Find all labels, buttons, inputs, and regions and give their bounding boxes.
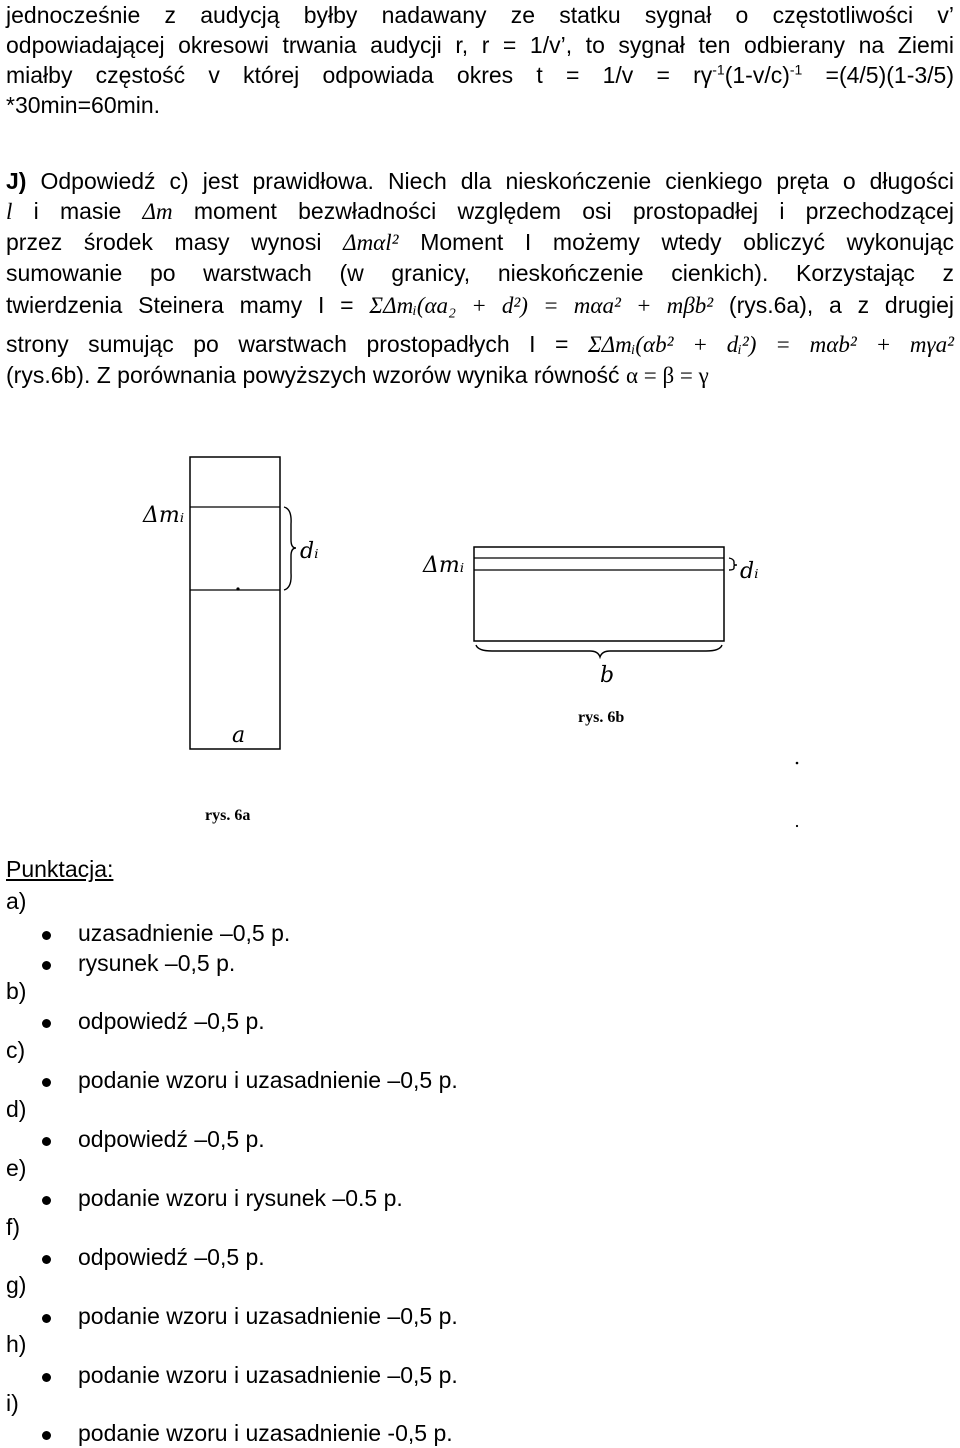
fig6b-caption: rys. 6b: [578, 709, 625, 726]
answer-line-4: sumowanie po warstwach (w granicy, nieskończenie cienkich). Korzystając z: [6, 260, 954, 286]
scoring-item-7: odpowiedź –0,5 p.: [78, 1244, 265, 1270]
fig6a-brace: [284, 507, 296, 590]
answer-line-5: twierdzenia Steinera mamy I = ΣΔmᵢ(αa₂ + d²) = mαa² + mβb² (rys.6a), a z drugiej: [6, 292, 954, 318]
bullet-9: [42, 1373, 51, 1382]
bullet-10: [42, 1431, 51, 1440]
answer-line-1: J) Odpowiedź c) jest prawidłowa. Niech dla nieskończenie cienkiego pręta o długości: [6, 168, 955, 194]
intro-line-4: *30min=60min.: [6, 92, 161, 118]
fig6b-d-label: dᵢ: [740, 559, 759, 584]
fig6a-caption: rys. 6a: [205, 807, 251, 824]
bullet-8: [42, 1314, 51, 1323]
scoring-item-1: uzasadnienie –0,5 p.: [78, 920, 291, 946]
scoring-item-4: podanie wzoru i uzasadnienie –0,5 p.: [78, 1067, 458, 1093]
fig6a-dm-label: Δmᵢ: [143, 503, 185, 528]
bullet-4: [42, 1078, 51, 1087]
fig6b-bottom-brace: [476, 645, 722, 657]
fig6b-rod: [474, 547, 724, 641]
scoring-label-a: a): [6, 888, 27, 914]
intro-paragraph: [6, 0, 954, 120]
bullet-5: [42, 1137, 51, 1146]
scoring-label-c: c): [6, 1037, 26, 1063]
scoring-label-h: h): [6, 1331, 27, 1357]
figure-6b: [422, 547, 759, 726]
fig6b-dm-label: Δmᵢ: [423, 553, 465, 578]
bullet-3: [42, 1019, 51, 1028]
scoring-item-6: podanie wzoru i rysunek –0.5 p.: [78, 1185, 403, 1211]
fig6a-rod: [190, 457, 280, 749]
scoring-title: Punktacja:: [6, 856, 114, 882]
bullet-7: [42, 1255, 51, 1264]
scoring-item-5: odpowiedź –0,5 p.: [78, 1126, 265, 1152]
answer-label: J): [6, 168, 27, 194]
bullet-2: [42, 961, 51, 970]
answer-line-3: przez środek masy wynosi Δmαl² Moment I możemy wtedy obliczyć wykonując: [6, 229, 955, 255]
figure-6a: [142, 457, 319, 824]
answer-line-6: strony sumując po warstwach prostopadłych I = ΣΔmᵢ(αb² + dᵢ²) = mαb² + mγa²: [6, 331, 955, 357]
scoring-label-b: b): [6, 978, 27, 1004]
steiner-formula: ΣΔmᵢ(αa₂ + d²) = mαa² + mβb²: [369, 293, 714, 318]
scoring-item-9: podanie wzoru i uzasadnienie –0,5 p.: [78, 1362, 458, 1388]
scoring-item-2: rysunek –0,5 p.: [78, 950, 236, 976]
bullet-1: [42, 931, 51, 940]
equality-formula: α = β = γ: [625, 363, 709, 388]
fig6a-d-label: dᵢ: [300, 539, 319, 564]
scoring-label-i: i): [6, 1390, 19, 1416]
scoring-item-8: podanie wzoru i uzasadnienie –0,5 p.: [78, 1303, 458, 1329]
answer-line-2: l i masie Δm moment bezwładności względem osi prostopadłej i przechodzącej: [6, 198, 954, 224]
fig6b-b-label: b: [600, 663, 615, 688]
scoring-item-10: podanie wzoru i uzasadnienie -0,5 p.: [78, 1420, 453, 1446]
intro-line-1: jednocześnie z audycją byłby nadawany ze statku sygnał o częstotliwości v’: [6, 2, 954, 28]
intro-line-2: odpowiadającej okresowi trwania audycji r, r = 1/v’, to sygnał ten odbierany na Ziemi: [6, 32, 954, 58]
scoring-label-f: f): [6, 1214, 21, 1240]
fig6a-a-label: a: [232, 723, 246, 748]
intro-line-3: miałby częstość v której odpowiada okres $t = 1/v = r\gamma^{-1}(1-v/c)^{-1} =(4/5)(1-3/5)$: [6, 61, 954, 88]
scoring-label-d: d): [6, 1096, 27, 1122]
fig6b-brace: [729, 558, 737, 570]
scoring-item-3: odpowiedź –0,5 p.: [78, 1008, 265, 1034]
figures: [0, 440, 960, 860]
answer-j-paragraph: [6, 166, 954, 391]
bullet-6: [42, 1196, 51, 1205]
answer-line-7: (rys.6b). Z porównania powyższych wzorów wynika równość α = β = γ: [6, 362, 709, 388]
scoring-label-g: g): [6, 1272, 27, 1298]
perpendicular-formula: ΣΔmᵢ(αb² + dᵢ²) = mαb² + mγa²: [587, 332, 955, 357]
scoring-label-e: e): [6, 1155, 27, 1181]
